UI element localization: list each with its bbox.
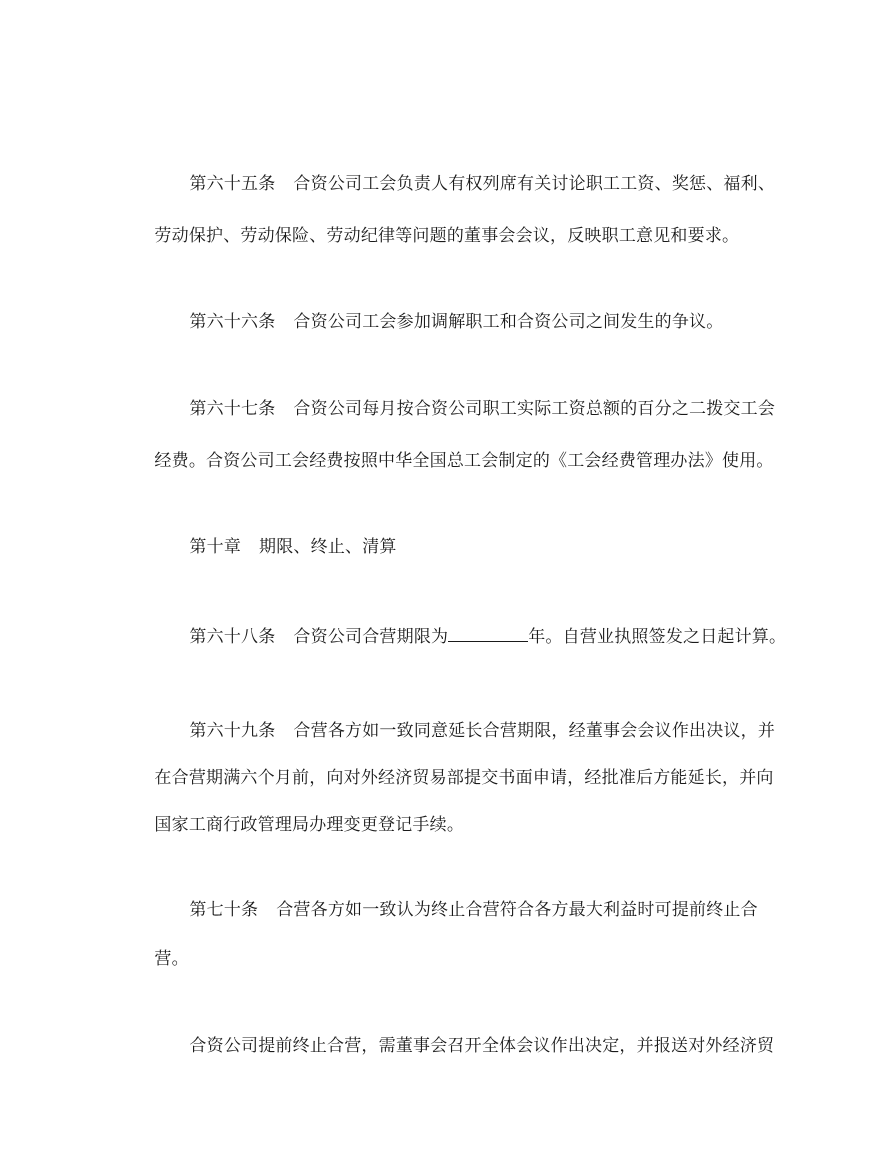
article-67-text-1: 合资公司每月按合资公司职工实际工资总额的百分之二拨交工会 xyxy=(293,399,776,419)
article-69-title: 第六十九条 xyxy=(189,721,276,741)
chapter-10-title: 第十章 xyxy=(189,537,242,557)
article-70-line-2 xyxy=(132,926,189,992)
article-69-text-2: 在合营期满六个月前，向对外经济贸易部提交书面申请，经批准后方能延长，并向 xyxy=(154,768,774,788)
article-65-title: 第六十五条 xyxy=(189,174,276,194)
article-68-text-after: 年。自营业执照签发之日起计算。 xyxy=(528,627,787,647)
article-70-text-2: 营。 xyxy=(154,949,189,969)
article-66-title: 第六十六条 xyxy=(189,312,276,332)
article-69-line-3 xyxy=(132,792,464,858)
article-67-text-2: 经费。合资公司工会经费按照中华全国总工会制定的《工会经费管理办法》使用。 xyxy=(154,451,774,471)
article-66-line-1 xyxy=(167,289,723,355)
article-68-line-1 xyxy=(167,604,786,670)
article-68-title: 第六十八条 xyxy=(189,627,276,647)
article-70-line-1 xyxy=(167,877,758,943)
article-67-line-2 xyxy=(132,428,774,494)
article-70-paragraph-2-text: 合资公司提前终止合营，需董事会召开全体会议作出决定，并报送对外经济贸 xyxy=(189,1036,775,1056)
article-66-text-1: 合资公司工会参加调解职工和合资公司之间发生的争议。 xyxy=(293,312,724,332)
article-70-paragraph-2-line-1 xyxy=(167,1013,774,1079)
article-65-text-1: 合资公司工会负责人有权列席有关讨论职工工资、奖惩、福利、 xyxy=(293,174,776,194)
article-69-text-1: 合营各方如一致同意延长合营期限，经董事会会议作出决议，并 xyxy=(293,721,776,741)
article-69-text-3: 国家工商行政管理局办理变更登记手续。 xyxy=(154,815,465,835)
article-68-text-before: 合资公司合营期限为 xyxy=(293,627,449,647)
article-68-term-blank xyxy=(448,627,528,642)
article-70-text-1: 合营各方如一致认为终止合营符合各方最大利益时可提前终止合 xyxy=(276,900,758,920)
chapter-10-heading xyxy=(167,514,397,580)
article-65-line-2 xyxy=(132,203,739,269)
article-67-title: 第六十七条 xyxy=(189,399,276,419)
article-70-title: 第七十条 xyxy=(189,900,259,920)
article-65-text-2: 劳动保护、劳动保险、劳动纪律等问题的董事会会议，反映职工意见和要求。 xyxy=(154,226,740,246)
chapter-10-text: 期限、终止、清算 xyxy=(259,537,397,557)
